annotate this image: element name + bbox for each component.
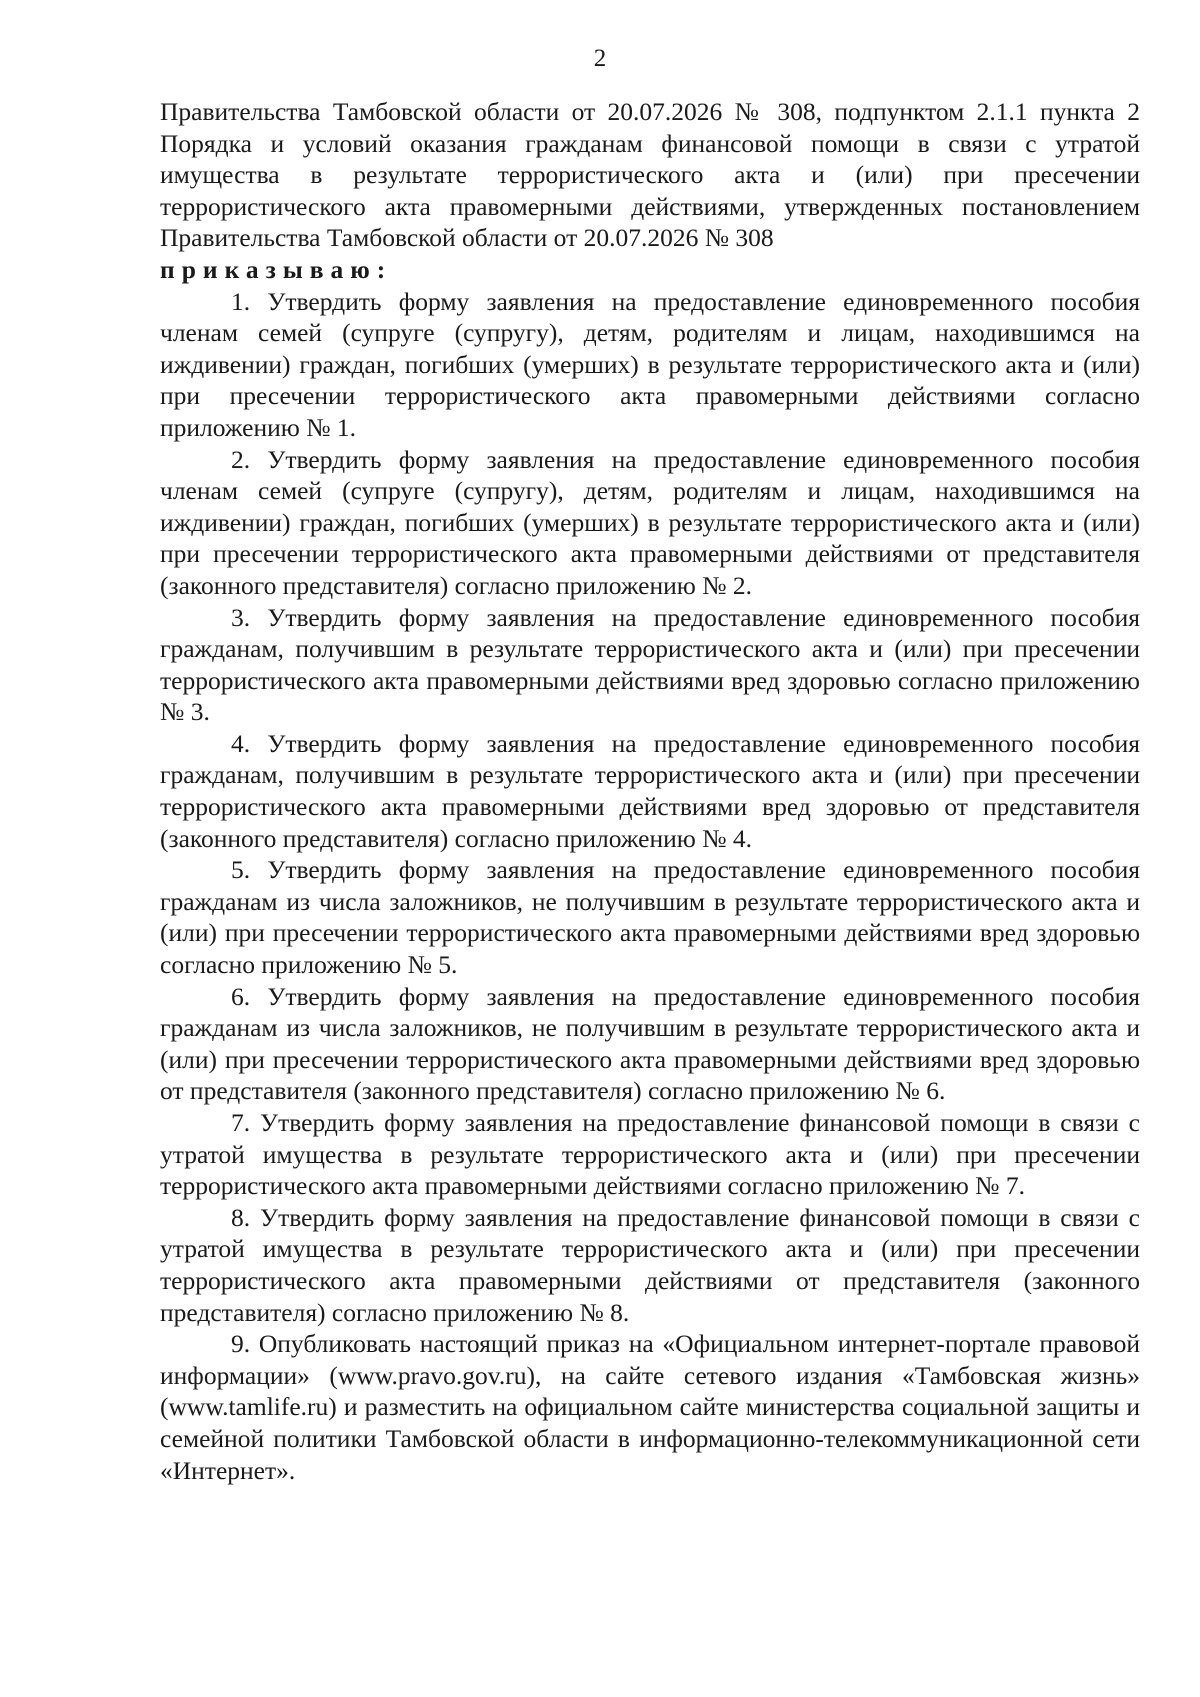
order-item-9: 9. Опубликовать настоящий приказ на «Официальном интернет-портале правовой информации» (www.pravo.gov.ru), на сайте сетевого издания «Тамбовская жизнь» (www.tamlife.ru) и разместить на официальном сайте министерства социальной защиты и семейной политики Тамбовской области в информационно-телекоммуникационной сети «Интернет».	[160, 1329, 1140, 1485]
intro-paragraph: Правительства Тамбовской области от 20.07.2026 № 308, подпунктом 2.1.1 пункта 2 Порядка и условий оказания гражданам финансовой помощи в связи с утратой имущества в результате террористического акта и (или) при пресечении террористического акта правомерными действиями, утвержденных постановлением Правительства Тамбовской области от 20.07.2026 № 308	[160, 97, 1140, 253]
order-word: приказываю:	[160, 254, 393, 284]
order-item-7: 7. Утвердить форму заявления на предоставление финансовой помощи в связи с утратой имущества в результате террористического акта и (или) при пресечении террористического акта правомерными действиями согласно приложению № 7.	[160, 1108, 1140, 1201]
order-item-4: 4. Утвердить форму заявления на предоставление единовременного пособия гражданам, получившим в результате террористического акта и (или) при пресечении террористического акта правомерными действиями вред здоровью от представителя (законного представителя) согласно приложению № 4.	[160, 728, 1140, 853]
document-body	[160, 96, 1140, 1486]
order-item-3: 3. Утвердить форму заявления на предоставление единовременного пособия гражданам, получившим в результате террористического акта и (или) при пресечении террористического акта правомерными действиями вред здоровью согласно приложению № 3.	[160, 602, 1140, 727]
page-number: 2	[593, 45, 607, 72]
order-item-8: 8. Утвердить форму заявления на предоставление финансовой помощи в связи с утратой имущества в результате террористического акта и (или) при пресечении террористического акта правомерными действиями от представителя (законного представителя) согласно приложению № 8.	[160, 1202, 1140, 1327]
order-item-5: 5. Утвердить форму заявления на предоставление единовременного пособия гражданам из числа заложников, не получившим в результате террористического акта и (или) при пресечении террористического акта правомерными действиями вред здоровью согласно приложению № 5.	[160, 855, 1140, 980]
order-item-2: 2. Утвердить форму заявления на предоставление единовременного пособия членам семей (супруге (супругу), детям, родителям и лицам, находившимся на иждивении) граждан, погибших (умерших) в результате террористического акта и (или) при пресечении террористического акта правомерными действиями от представителя (законного представителя) согласно приложению № 2.	[160, 444, 1140, 600]
order-item-6: 6. Утвердить форму заявления на предоставление единовременного пособия гражданам из числа заложников, не получившим в результате террористического акта и (или) при пресечении террористического акта правомерными действиями вред здоровью от представителя (законного представителя) согласно приложению № 6.	[160, 981, 1140, 1106]
order-item-1: 1. Утвердить форму заявления на предоставление единовременного пособия членам семей (супруге (супругу), детям, родителям и лицам, находившимся на иждивении) граждан, погибших (умерших) в результате террористического акта и (или) при пресечении террористического акта правомерными действиями согласно приложению № 1.	[160, 286, 1140, 442]
